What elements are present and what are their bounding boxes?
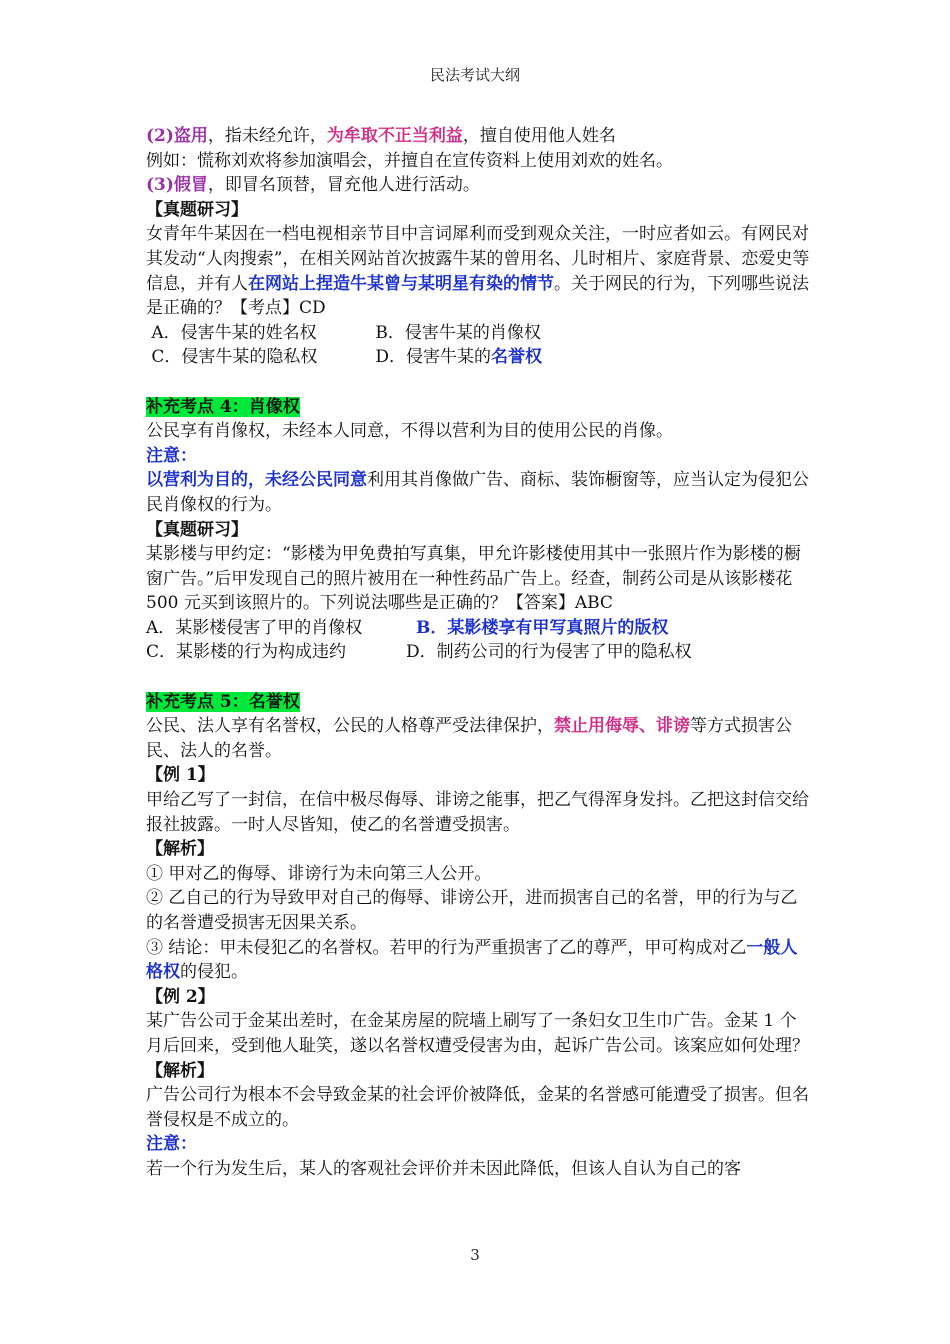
analysis-1-item-1: ① 甲对乙的侮辱、诽谤行为未向第三人公开。 [146, 863, 492, 884]
analysis-1-item-2: ② 乙自己的行为导致甲对自己的侮辱、诽谤公开，进而损害自己的名誉，甲的行为与乙的名誉遭受损害无因果关系。 [146, 888, 798, 933]
text: ，擅自使用他人姓名 [462, 126, 616, 146]
text: D．侵害牛某的 [375, 347, 492, 368]
highlight-text: 名誉权 [491, 347, 543, 368]
example-2-text: 某广告公司于金某出差时，在金某房屋的院墙上刷写了一条妇女卫生巾广告。金某 1 个月后回来，受到他人耻笑，遂以名誉权遭受侵害为由，起诉广告公司。该案应如何处理？ [146, 1011, 809, 1056]
options-row-cd [146, 345, 810, 370]
paragraph [146, 714, 810, 763]
options-row-ab [146, 321, 810, 346]
section-heading-4-text: 补充考点 4：肖像权 [146, 396, 300, 417]
highlight-text: 一般人格权 [146, 937, 798, 983]
term-jiamao: (3)假冒 [146, 175, 208, 196]
paragraph-jiamao [146, 173, 810, 198]
question-paragraph [146, 222, 810, 320]
last-line: 若一个行为发生后，某人的客观社会评价并未因此降低，但该人自认为自己的客 [146, 1158, 741, 1179]
study-title: 【真题研习】 [146, 519, 248, 540]
note-label: 注意： [146, 445, 197, 466]
option-c: C．某影楼的行为构成违约 [146, 642, 347, 663]
term-daoyong: (2)盗用 [146, 126, 208, 146]
text: ，指未经允许， [207, 126, 327, 146]
example-1-text: 甲给乙写了一封信，在信中极尽侮辱、诽谤之能事，把乙气得浑身发抖。乙把这封信交给报社披露。一时人尽皆知，使乙的名誉遭受损害。 [146, 790, 809, 835]
analysis-2-text: 广告公司行为根本不会导致金某的社会评价被降低，金某的名誉感可能遭受了损害。但名誉侵权是不成立的。 [146, 1085, 809, 1130]
analysis-2-title: 【解析】 [146, 1060, 214, 1081]
highlight-text: 以营利为目的，未经公民同意 [146, 470, 367, 491]
paragraph [146, 468, 810, 517]
page-header-title: 民法考试大纲 [429, 66, 520, 84]
option-b: B．某影楼享有甲写真照片的版权 [416, 617, 669, 638]
text: 利用其肖像做广告、商标、装饰橱窗等，应当认定为侵犯公民肖像权的行为。 [146, 470, 809, 515]
text: ③ 结论：甲未侵犯乙的名誉权。若甲的行为严重损害了乙的尊严，甲可构成对乙 [146, 937, 747, 958]
example-2-title: 【例 2】 [146, 986, 215, 1007]
spacer [146, 665, 810, 690]
options-row-cd [146, 640, 810, 665]
section-heading-5 [146, 690, 810, 715]
option-a: A．某影楼侵害了甲的肖像权 [146, 617, 363, 638]
note-label: 注意： [146, 1134, 197, 1155]
option-a: A．侵害牛某的姓名权 [151, 322, 317, 343]
option-d [375, 345, 542, 370]
example-1-title: 【例 1】 [146, 765, 215, 786]
section-heading-5-text: 补充考点 5：名誉权 [146, 691, 300, 712]
highlight-text: 在网站上捏造牛某曾与某明星有染的情节 [248, 273, 554, 294]
text: ，即冒名顶替，冒充他人进行活动。 [207, 175, 480, 196]
page-number: 3 [470, 1246, 480, 1264]
option-d: D．制药公司的行为侵害了甲的隐私权 [406, 642, 692, 663]
question-paragraph: 某影楼与甲约定：“影楼为甲免费拍写真集，甲允许影楼使用其中一张照片作为影楼的橱窗广告。”后甲发现自己的照片被用在一种性药品广告上。经查，制药公司是从该影楼花 500 元买到该照片的。下列说法哪些是正确的？【答案】ABC [146, 544, 801, 614]
text: 等方式损害公民、法人的名誉。 [146, 716, 792, 761]
options-row-ab [146, 616, 810, 641]
highlight-text: 为牟取不正当利益 [326, 126, 463, 146]
document-body [146, 124, 810, 1182]
paragraph: 公民享有肖像权，未经本人同意，不得以营利为目的使用公民的肖像。 [146, 421, 673, 442]
text: 的侵犯。 [180, 962, 248, 983]
analysis-1-title: 【解析】 [146, 839, 214, 860]
text: 公民、法人享有名誉权，公民的人格尊严受法律保护， [146, 716, 554, 737]
option-c: C．侵害牛某的隐私权 [151, 347, 318, 368]
paragraph-daoyong [146, 124, 810, 149]
section-heading-4 [146, 395, 810, 420]
option-b: B．侵害牛某的肖像权 [375, 322, 541, 343]
paragraph-example: 例如：慌称刘欢将参加演唱会，并擅自在宣传资料上使用刘欢的姓名。 [146, 150, 673, 171]
spacer [146, 370, 810, 395]
analysis-1-item-3 [146, 936, 810, 985]
text: 。关于网民的行为，下列哪些说法是正确的？【考点】CD [146, 273, 809, 319]
text: 女青年牛某因在一档电视相亲节目中言词犀利而受到观众关注，一时应者如云。有网民对其发动“人肉搜索”，在相关网站首次披露牛某的曾用名、儿时相片、家庭背景、恋爱史等信息，并有人 [146, 224, 810, 294]
highlight-text: 禁止用侮辱、诽谤 [554, 716, 690, 737]
study-title: 【真题研习】 [146, 199, 248, 220]
